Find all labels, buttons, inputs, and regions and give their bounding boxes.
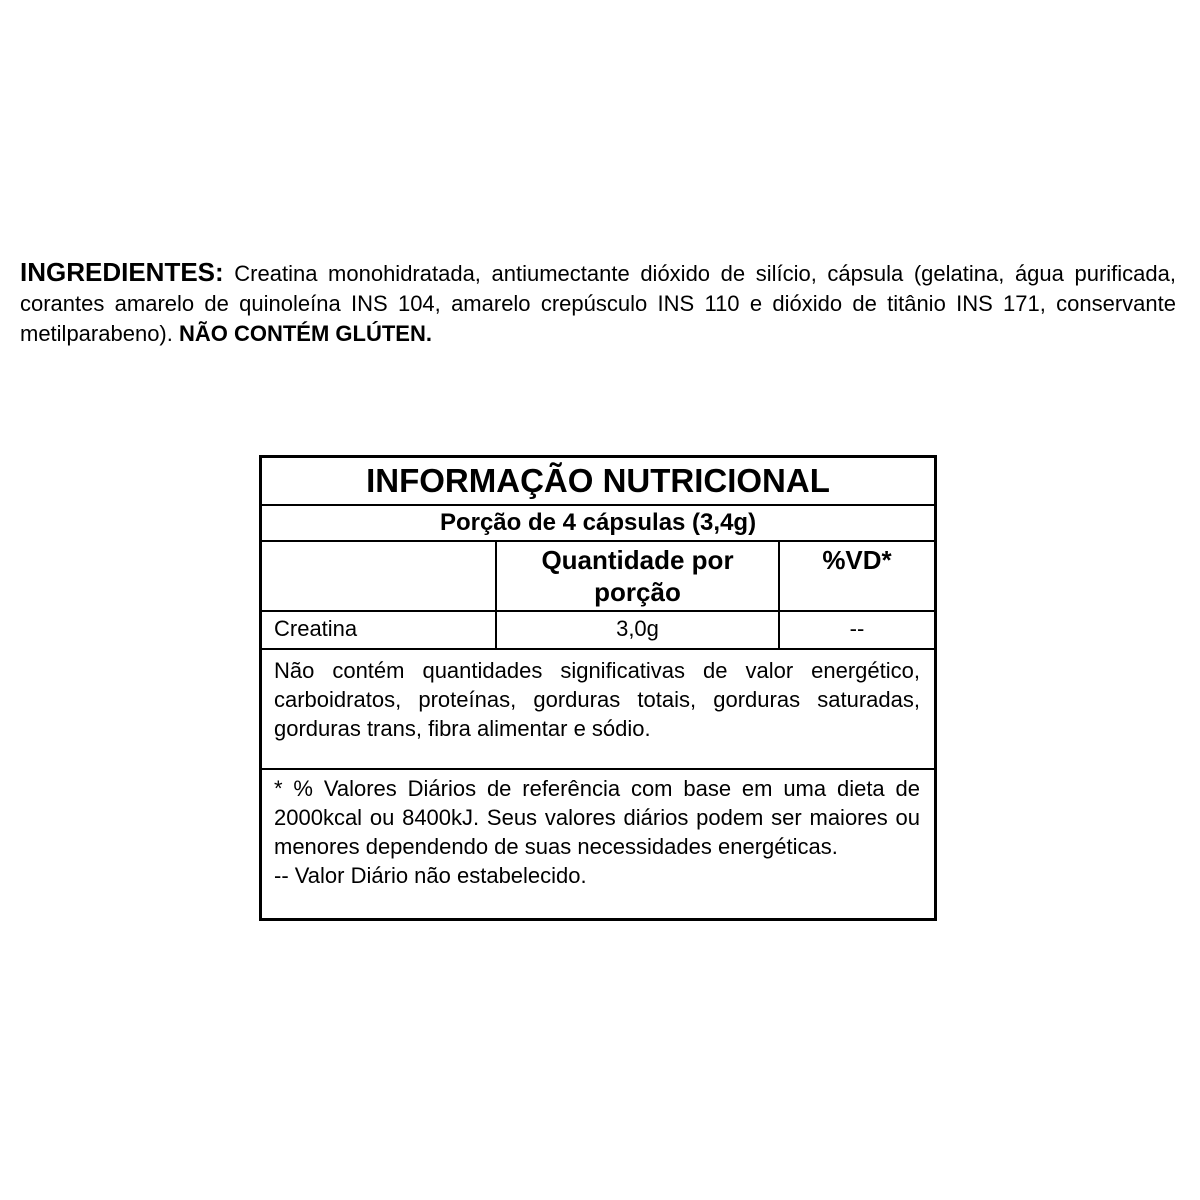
daily-value-footnote: * % Valores Diários de referência com base em uma dieta de 2000kcal ou 8400kJ. Seus valores diários podem ser maiores ou menores dependendo de suas necessidades energéticas.	[274, 776, 920, 859]
nutrition-title: INFORMAÇÃO NUTRICIONAL	[262, 458, 934, 506]
row-item-name: Creatina	[262, 612, 497, 648]
table-row	[262, 612, 934, 650]
header-item	[262, 542, 497, 610]
row-daily-value: --	[849, 616, 865, 641]
header-daily-value: %VD*	[822, 545, 892, 575]
ingredients-paragraph	[20, 257, 1176, 349]
ingredients-text: Creatina monohidratada, antiumectante dióxido de silício, cápsula (gelatina, água purificada, corantes amarelo de quinoleína INS 104, amarelo crepúsculo INS 110 e dióxido de titânio INS 171, conservante metilparabeno).	[20, 261, 1176, 346]
header-amount-per-portion: Quantidade por porção	[497, 542, 780, 610]
nutrition-facts-table	[259, 455, 937, 921]
footnotes	[262, 770, 934, 918]
ingredients-label: INGREDIENTES:	[20, 257, 224, 287]
insignificant-amounts-note: Não contém quantidades significativas de valor energético, carboidratos, proteínas, gorduras totais, gorduras saturadas, gorduras trans, fibra alimentar e sódio.	[262, 650, 934, 770]
table-header-row	[262, 542, 934, 612]
row-amount: 3,0g	[497, 612, 780, 648]
portion-size: Porção de 4 cápsulas (3,4g)	[262, 506, 934, 542]
gluten-notice: NÃO CONTÉM GLÚTEN.	[178, 321, 432, 346]
not-established-footnote: -- Valor Diário não estabelecido.	[274, 863, 587, 888]
